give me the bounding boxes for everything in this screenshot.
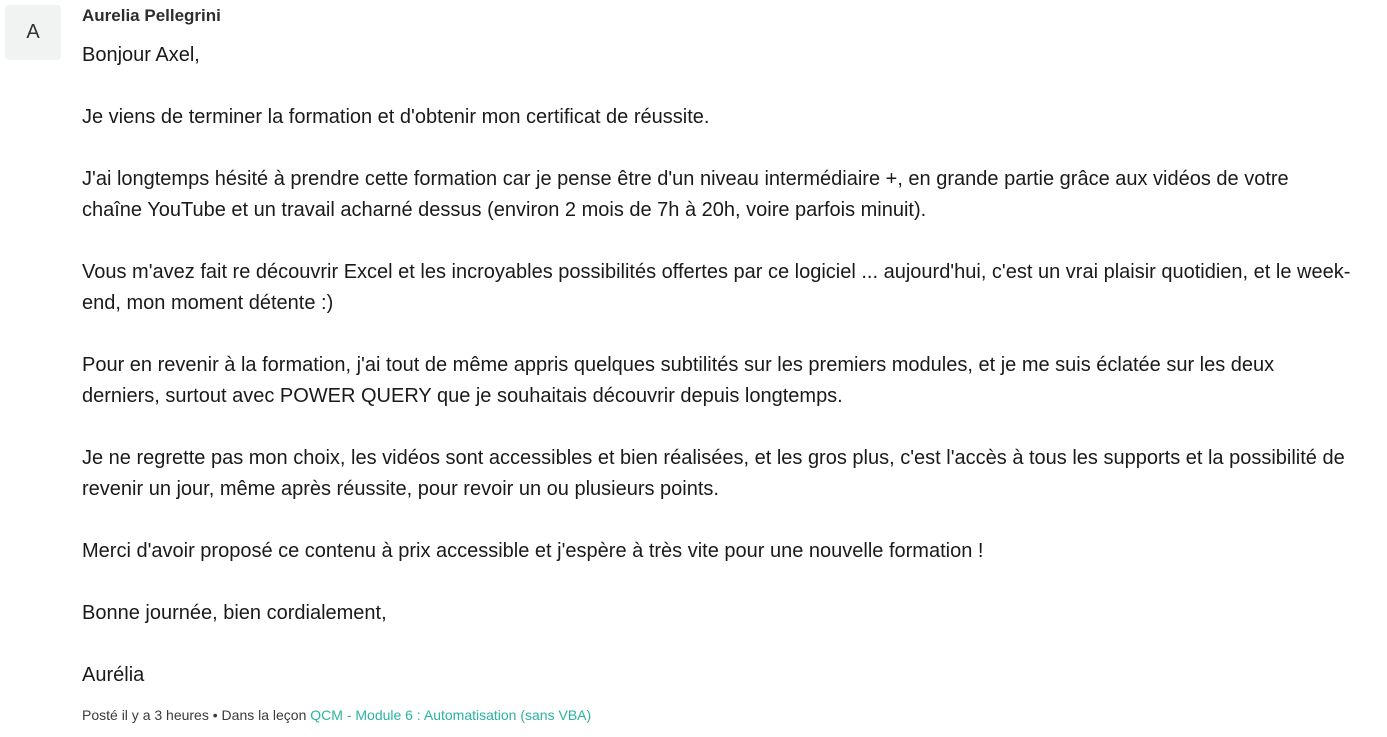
comment-paragraph: Bonne journée, bien cordialement, [82,602,387,624]
comment-paragraph: J'ai longtemps hésité à prendre cette formation car je pense être d'un niveau intermédiaire +, en grande partie grâce aux vidéos de votre chaîne YouTube et un travail acharné dessus (environ 2 mois de 7h à 20h, voire parfois minuit). [82,168,1289,221]
comment-paragraph: Bonjour Axel, [82,44,200,66]
comment-meta [82,707,591,723]
comment-paragraph: Je ne regrette pas mon choix, les vidéos sont accessibles et bien réalisées, et les gros plus, c'est l'accès à tous les supports et la possibilité de revenir un jour, même après réussite, pour revoir un ou plusieurs points. [82,447,1345,500]
comment-paragraph: Vous m'avez fait re découvrir Excel et les incroyables possibilités offertes par ce logiciel ... aujourd'hui, c'est un vrai plaisir quotidien, et le week-end, mon moment détente :) [82,261,1351,314]
comment-paragraph: Je viens de terminer la formation et d'obtenir mon certificat de réussite. [82,106,710,128]
posted-time: Posté il y a 3 heures [82,707,209,723]
avatar[interactable] [5,5,61,60]
meta-separator: • [212,707,218,723]
avatar-initial: A [26,21,40,43]
comment-paragraph: Pour en revenir à la formation, j'ai tout de même appris quelques subtilités sur les premiers modules, et je me suis éclatée sur les deux derniers, surtout avec POWER QUERY que je souhaitais découvrir depuis longtemps. [82,354,1275,407]
comment-paragraph: Merci d'avoir proposé ce contenu à prix accessible et j'espère à très vite pour une nouvelle formation ! [82,540,984,562]
lesson-prefix: Dans la leçon [221,707,307,723]
author-name[interactable]: Aurelia Pellegrini [82,6,221,25]
comment-paragraph: Aurélia [82,664,145,686]
comment-body [82,40,1382,691]
lesson-link[interactable]: QCM - Module 6 : Automatisation (sans VBA) [310,707,592,723]
